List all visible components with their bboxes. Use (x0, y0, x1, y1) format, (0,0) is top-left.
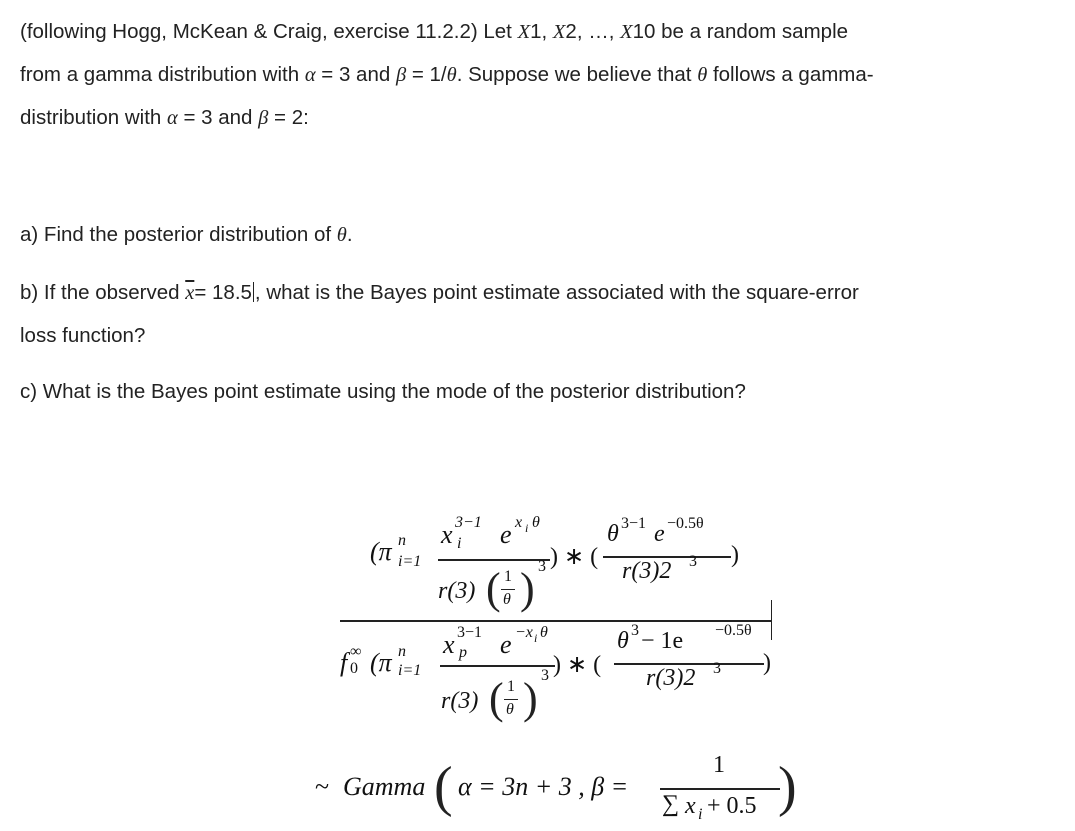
inner-fraction-bar-2 (440, 665, 555, 667)
result-fraction-bar (660, 788, 780, 790)
question-b: b) If the observed $\overline{x}= 18.5$ , what is the Bayes point estimate associated with the square-error (20, 281, 859, 304)
inner-fraction-bar (438, 559, 550, 561)
problem-line-3: distribution with α = 3 and β = 2: (20, 106, 309, 129)
question-a: a) Find the posterior distribution of θ. (20, 223, 353, 246)
product-symbol: (π (370, 537, 392, 566)
question-b-line-2: loss function? (20, 324, 146, 347)
problem-line-2: from a gamma distribution with α = 3 and β = 1/θ. Suppose we believe that θ follows a gamma- (20, 63, 874, 86)
x-bar: $\overline{x}$ (185, 282, 195, 304)
main-fraction-bar (340, 620, 772, 622)
question-c: c) What is the Bayes point estimate using the mode of the posterior distribution? (20, 380, 746, 403)
problem-line-1: (following Hogg, McKean & Craig, exercise 11.2.2) Let X1, X2, …, X10 be a random sample (20, 20, 849, 43)
text-cursor (253, 282, 254, 302)
